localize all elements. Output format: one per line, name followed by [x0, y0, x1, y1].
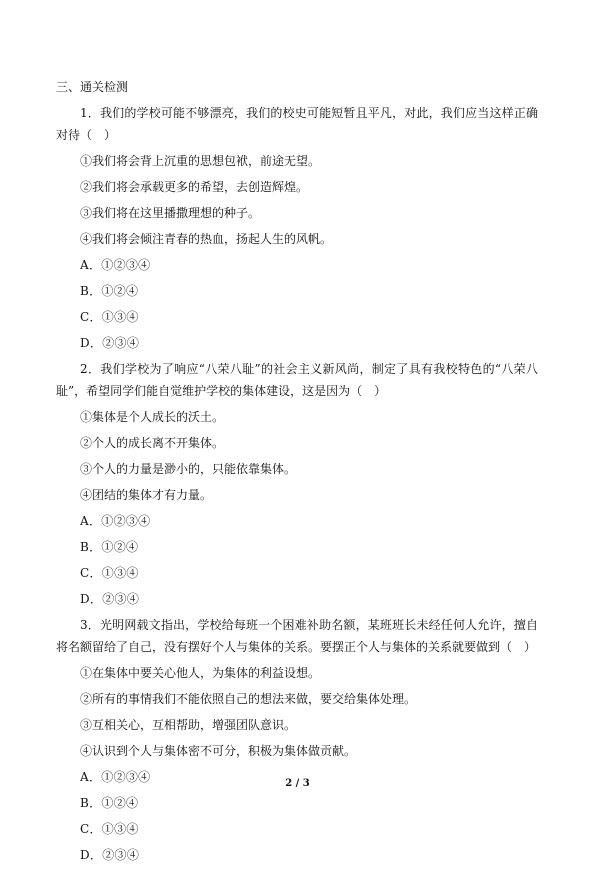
question-stem: 2．我们学校为了响应“八荣八耻”的社会主义新风尚，制定了具有我校特色的“八荣八耻”，希望同学们能自觉维护学校的集体建设，这是因为（ ） [56, 362, 538, 398]
statement: ④团结的集体才有力量。 [80, 488, 213, 502]
answer-option: C．①③④ [80, 310, 139, 324]
question-1 [56, 102, 538, 354]
answer-option: B．①②④ [80, 796, 139, 810]
answer-option: C．①③④ [80, 822, 139, 836]
answer-option: D．②③④ [80, 336, 140, 350]
answer-option: A．①②③④ [80, 514, 151, 528]
question-stem: 3．光明网载文指出，学校给每班一个困难补助名额，某班班长未经任何人允许，擅自将名额留给了自己，没有摆好个人与集体的关系。要摆正个人与集体的关系就要做到（ ） [56, 618, 538, 654]
question-stem: 1．我们的学校可能不够漂亮，我们的校史可能短暂且平凡，对此，我们应当这样正确对待（ ） [56, 106, 538, 142]
page-number: 2 / 3 [285, 778, 310, 789]
statement: ②所有的事情我们不能依照自己的想法来做，要交给集体处理。 [80, 692, 417, 706]
answer-option: A．①②③④ [80, 770, 151, 784]
statement: ①我们将会背上沉重的思想包袱，前途无望。 [80, 154, 321, 168]
statement: ②个人的成长离不开集体。 [80, 436, 225, 450]
answer-option: A．①②③④ [80, 258, 151, 272]
question-3 [56, 614, 538, 866]
answer-option: D．②③④ [80, 848, 140, 862]
statement: ②我们将会承载更多的希望，去创造辉煌。 [80, 180, 309, 194]
statement: ④认识到个人与集体密不可分，积极为集体做贡献。 [80, 744, 357, 758]
statement: ①集体是个人成长的沃土。 [80, 410, 225, 424]
page-content [56, 76, 538, 870]
answer-option: C．①③④ [80, 566, 139, 580]
answer-option: D．②③④ [80, 592, 140, 606]
section-title: 三、通关检测 [56, 80, 129, 94]
statement: ③个人的力量是渺小的，只能依靠集体。 [80, 462, 297, 476]
question-2 [56, 358, 538, 610]
statement: ③我们将在这里播撒理想的种子。 [80, 206, 261, 220]
answer-option: B．①②④ [80, 540, 139, 554]
statement: ③互相关心，互相帮助，增强团队意识。 [80, 718, 297, 732]
statement: ④我们将会倾注青春的热血，扬起人生的风帆。 [80, 232, 333, 246]
statement: ①在集体中要关心他人，为集体的利益设想。 [80, 666, 321, 680]
answer-option: B．①②④ [80, 284, 139, 298]
